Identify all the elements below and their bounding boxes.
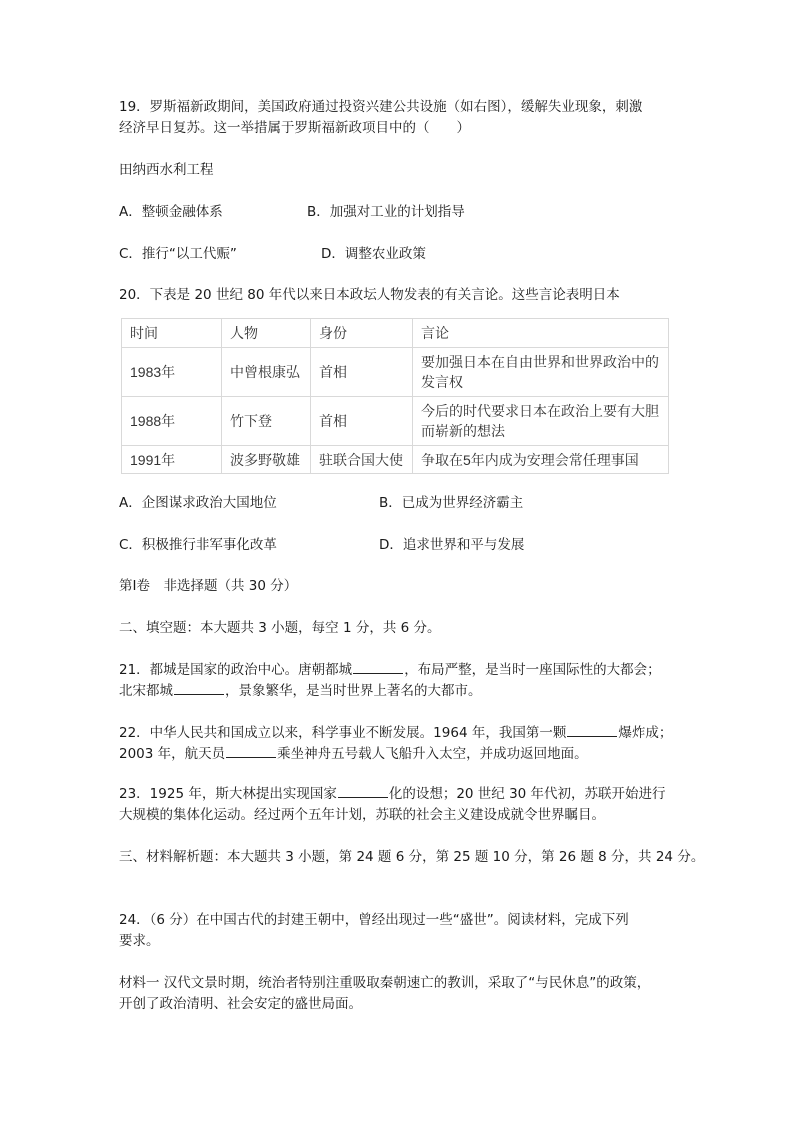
answer-blank[interactable] [174,681,224,695]
table-cell: 1991年 [122,446,222,474]
q19-stem-line2: 经济早日复苏。这一举措属于罗斯福新政项目中的（ ） [119,120,470,136]
q23-line1 [119,784,666,804]
q21-text-d: ，景象繁华，是当时世界上著名的大都市。 [225,683,482,699]
table-header-remark: 言论 [413,319,669,348]
q22-text-a: 22．中华人民共和国成立以来，科学事业不断发展。1964 年，我国第一颗 [119,725,567,741]
table-cell: 今后的时代要求日本在政治上要有大胆而崭新的想法 [413,397,669,446]
q19-stem-line1: 19．罗斯福新政期间，美国政府通过投资兴建公共设施（如右图），缓解失业现象，刺激 [119,99,643,115]
q19-option-a: A．整顿金融体系 [119,204,223,220]
q24-material1-line2: 开创了政治清明、社会安定的盛世局面。 [119,996,362,1012]
table-cell: 中曾根康弘 [222,348,311,397]
q23-line2: 大规模的集体化运动。经过两个五年计划，苏联的社会主义建设成就令世界瞩目。 [119,807,605,823]
q24-stem-line2: 要求。 [119,933,160,949]
table-row [122,348,669,397]
section2-heading: 二、填空题：本大题共 3 小题，每空 1 分，共 6 分。 [119,620,441,636]
q20-stem: 20．下表是 20 世纪 80 年代以来日本政坛人物发表的有关言论。这些言论表明日本 [119,287,620,303]
table-header-row [122,319,669,348]
answer-blank[interactable] [353,660,403,674]
q19-option-c: C．推行“以工代赈” [119,246,237,262]
q22-text-b: 爆炸成； [618,725,673,741]
q21-text-a: 21．都城是国家的政治中心。唐朝都城 [119,662,353,678]
table-cell: 1983年 [122,348,222,397]
q20-option-a: A．企图谋求政治大国地位 [119,495,277,511]
q24-stem-line1: 24．（6 分）在中国古代的封建王朝中，曾经出现过一些“盛世”。阅读材料，完成下列 [119,912,629,928]
table-row [122,397,669,446]
q22-line1 [119,723,672,743]
table-cell: 1988年 [122,397,222,446]
q22-text-d: 乘坐神舟五号载人飞船升入太空，并成功返回地面。 [277,746,588,762]
table-cell: 波多野敬雄 [222,446,311,474]
q22-text-c: 2003 年，航天员 [119,746,226,762]
q23-text-b: 化的设想；20 世纪 30 年代初，苏联开始进行 [388,786,666,802]
section3-heading: 三、材料解析题：本大题共 3 小题，第 24 题 6 分，第 25 题 10 分，第 26 题 8 分，共 24 分。 [119,849,705,865]
table-cell: 首相 [311,397,413,446]
q20-option-b: B．已成为世界经济霸主 [379,495,524,511]
part2-title: 第Ⅰ卷 非选择题（共 30 分） [119,578,298,594]
table-cell: 争取在5年内成为安理会常任理事国 [413,446,669,474]
q21-text-c: 北宋都城 [119,683,173,699]
q22-line2 [119,744,588,764]
answer-blank[interactable] [567,723,617,737]
answer-blank[interactable] [226,744,276,758]
q23-text-a: 23．1925 年，斯大林提出实现国家 [119,786,337,802]
q20-option-d: D．追求世界和平与发展 [379,537,525,553]
table-cell: 驻联合国大使 [311,446,413,474]
q20-option-c: C．积极推行非军事化改革 [119,537,277,553]
q21-text-b: ，布局严整，是当时一座国际性的大都会； [404,662,661,678]
table-header-time: 时间 [122,319,222,348]
q19-image-caption: 田纳西水利工程 [119,162,214,178]
q19-option-d: D．调整农业政策 [321,246,426,262]
table-row [122,446,669,474]
q24-material1-line1: 材料一 汉代文景时期，统治者特别注重吸取秦朝速亡的教训，采取了“与民休息”的政策， [119,975,651,991]
table-cell: 竹下登 [222,397,311,446]
q21-line1 [119,660,661,680]
q20-table [121,318,669,474]
q21-line2 [119,681,482,701]
table-header-person: 人物 [222,319,311,348]
table-header-role: 身份 [311,319,413,348]
q19-option-b: B．加强对工业的计划指导 [307,204,465,220]
answer-blank[interactable] [338,784,388,798]
table-cell: 要加强日本在自由世界和世界政治中的发言权 [413,348,669,397]
table-cell: 首相 [311,348,413,397]
